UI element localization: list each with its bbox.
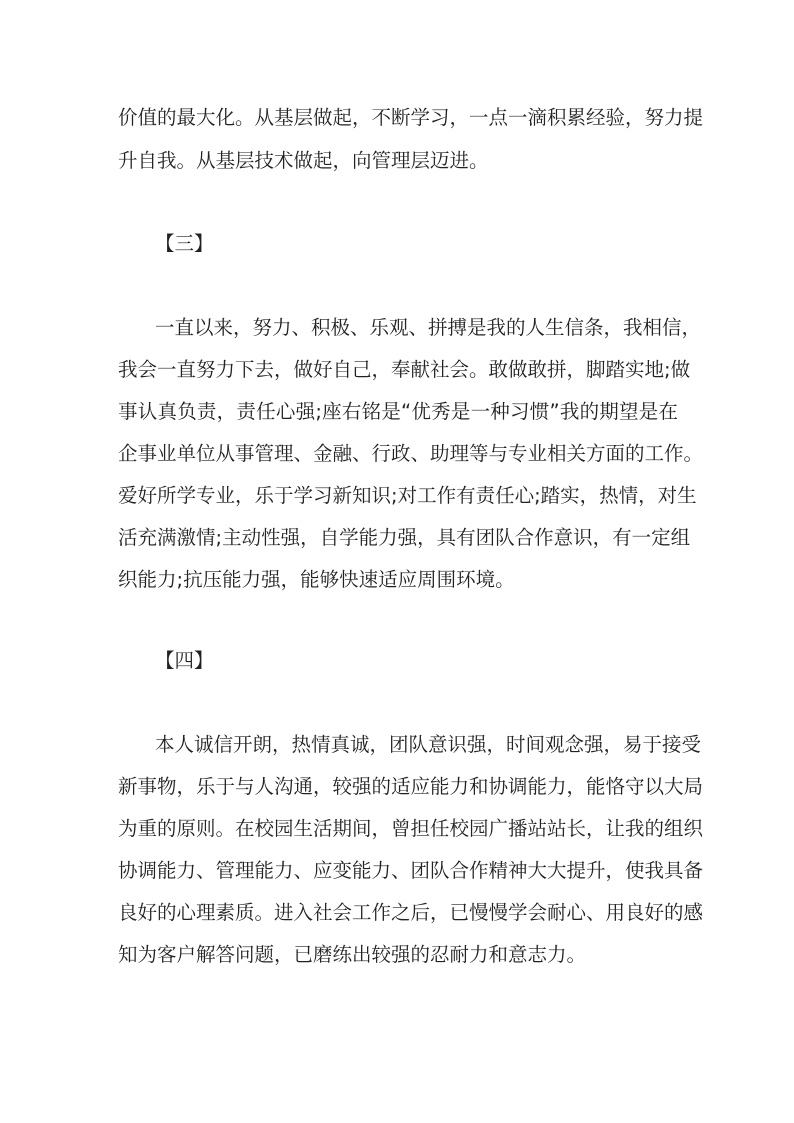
section-3-line-3: 事认真负责，责任心强;座右铭是“优秀是一种习惯”我的期望是在 <box>118 400 678 423</box>
section-3-heading: 【三】 <box>155 232 214 255</box>
section-3-line-1: 一直以来，努力、积极、乐观、拼搏是我的人生信条，我相信， <box>155 316 702 339</box>
section-4-line-6: 知为客户解答问题，已磨练出较强的忍耐力和意志力。 <box>118 943 587 966</box>
section-4-line-2: 新事物，乐于与人沟通，较强的适应能力和协调能力，能恪守以大局 <box>118 775 704 798</box>
intro-line-2: 升自我。从基层技术做起，向管理层迈进。 <box>118 149 489 172</box>
section-4-line-1: 本人诚信开朗，热情真诚，团队意识强，时间观念强，易于接受 <box>155 733 702 756</box>
section-4-line-4: 协调能力、管理能力、应变能力、团队合作精神大大提升，使我具备 <box>118 859 704 882</box>
section-3-line-4: 企事业单位从事管理、金融、行政、助理等与专业相关方面的工作。 <box>118 442 704 465</box>
section-4-line-3: 为重的原则。在校园生活期间，曾担任校园广播站站长，让我的组织 <box>118 817 704 840</box>
section-3-line-2: 我会一直努力下去，做好自己，奉献社会。敢做敢拼，脚踏实地;做 <box>118 358 691 381</box>
section-4-line-5: 良好的心理素质。进入社会工作之后，已慢慢学会耐心、用良好的感 <box>118 901 704 924</box>
section-3-line-6: 活充满激情;主动性强，自学能力强，具有团队合作意识，有一定组 <box>118 526 691 549</box>
section-4-heading: 【四】 <box>155 649 214 672</box>
section-3-line-7: 织能力;抗压能力强，能够快速适应周围环境。 <box>118 568 515 591</box>
section-3-line-5: 爱好所学专业，乐于学习新知识;对工作有责任心;踏实，热情，对生 <box>118 484 697 507</box>
intro-line-1: 价值的最大化。从基层做起，不断学习，一点一滴积累经验，努力提 <box>118 106 704 129</box>
